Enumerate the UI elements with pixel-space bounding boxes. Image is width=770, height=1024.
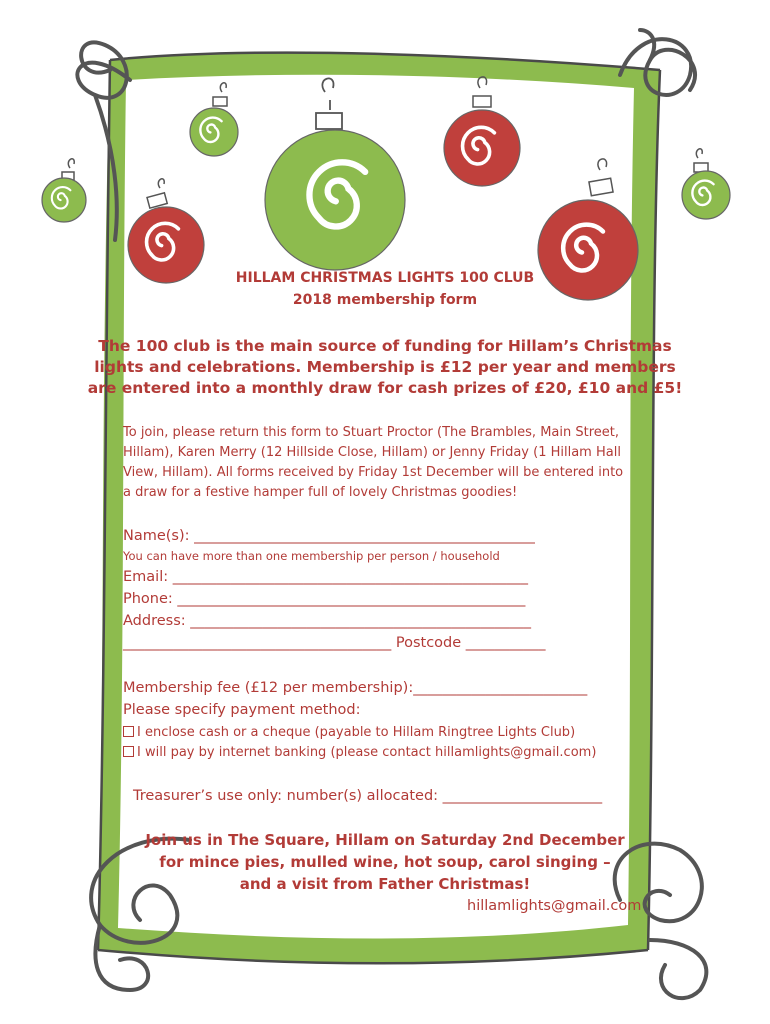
email-field[interactable]: Email: _________________________________________________ (123, 569, 528, 585)
bauble-large-green (265, 78, 405, 270)
bauble-small-green-right (682, 149, 730, 219)
treasurer-field[interactable]: Treasurer’s use only: number(s) allocated: ______________________ (133, 788, 603, 804)
footer-line: Join us in The Square, Hillam on Saturday 2nd December (145, 831, 625, 849)
instructions-line: To join, please return this form to Stuart Proctor (The Brambles, Main Street, (123, 425, 619, 440)
footer-line: and a visit from Father Christmas! (239, 875, 531, 893)
checkbox-icon[interactable] (123, 746, 134, 757)
form-subtitle: 2018 membership form (292, 292, 478, 308)
bauble-small-green-top (190, 83, 238, 156)
footer-line: for mince pies, mulled wine, hot soup, carol singing – (159, 853, 611, 871)
payment-option-internet[interactable] (123, 745, 596, 760)
payment-option-cash-label: I enclose cash or a cheque (payable to Hillam Ringtree Lights Club) (137, 725, 576, 740)
address-field[interactable]: Address: _______________________________________________ (123, 613, 531, 629)
instructions-line: a draw for a festive hamper full of lovely Christmas goodies! (123, 485, 518, 500)
checkbox-icon[interactable] (123, 726, 134, 737)
contact-email[interactable]: hillamlights@gmail.com (467, 898, 642, 914)
name-field[interactable]: Name(s): _______________________________________________ (123, 528, 535, 544)
payment-method-label: Please specify payment method: (123, 702, 361, 718)
bauble-red-left (128, 179, 204, 283)
membership-fee-field[interactable]: Membership fee (£12 per membership):________________________ (123, 680, 588, 696)
payment-option-internet-label: I will pay by internet banking (please contact hillamlights@gmail.com) (137, 745, 597, 760)
intro-line: The 100 club is the main source of funding for Hillam’s Christmas (98, 337, 672, 355)
phone-field[interactable]: Phone: ________________________________________________ (123, 591, 526, 607)
bauble-red-top-right (444, 77, 520, 186)
instructions-line: View, Hillam). All forms received by Friday 1st December will be entered into (123, 465, 624, 480)
intro-line: are entered into a monthly draw for cash prizes of £20, £10 and £5! (87, 379, 683, 397)
name-note: You can have more than one membership per person / household (123, 549, 500, 563)
address-postcode-field[interactable]: _____________________________________ Postcode ___________ (123, 635, 546, 651)
intro-line: lights and celebrations. Membership is £12 per year and members (94, 358, 676, 376)
payment-option-cash[interactable] (123, 725, 575, 740)
form-title: HILLAM CHRISTMAS LIGHTS 100 CLUB (235, 270, 535, 286)
instructions-line: Hillam), Karen Merry (12 Hillside Close, Hillam) or Jenny Friday (1 Hillam Hall (123, 445, 621, 460)
bauble-small-green-left (42, 159, 86, 222)
